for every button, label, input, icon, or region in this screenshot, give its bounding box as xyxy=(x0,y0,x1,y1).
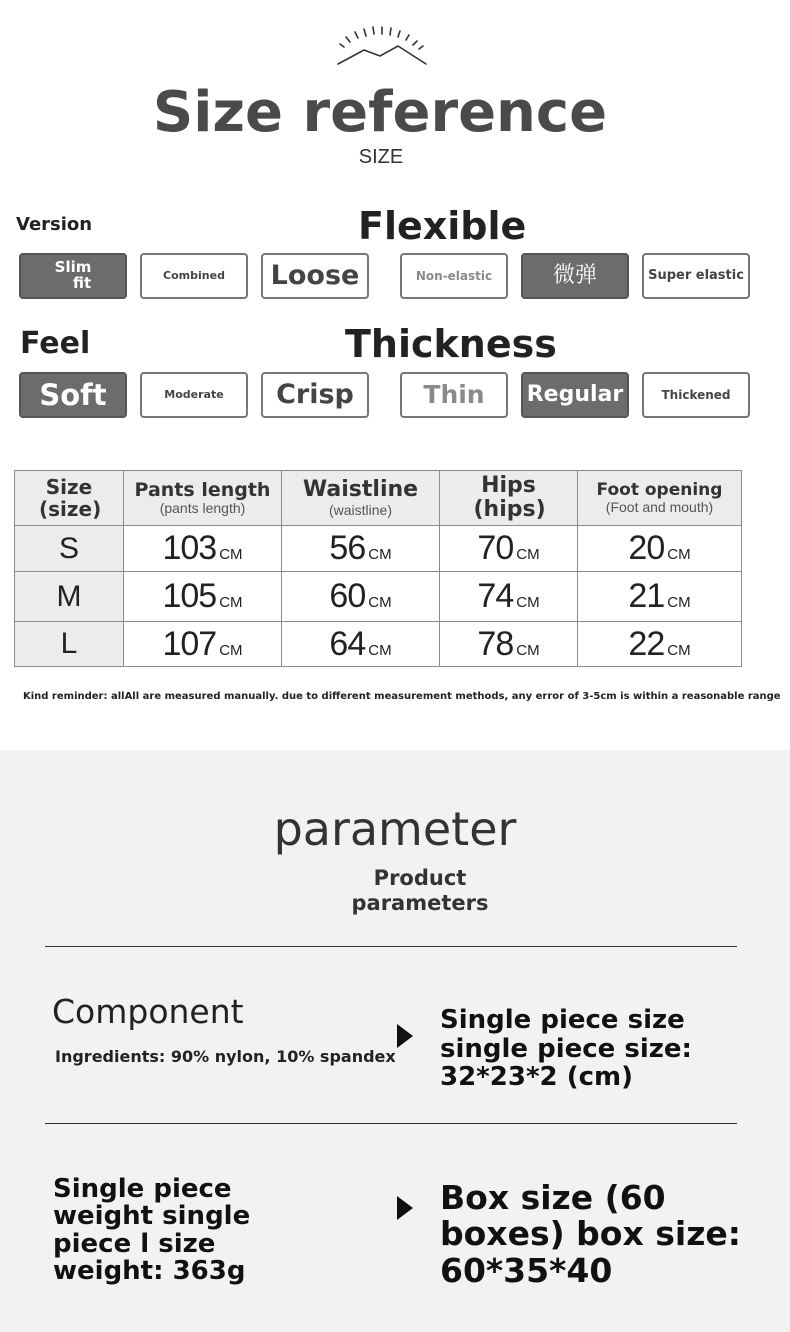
flexible-non-elastic-chip: Non-elastic xyxy=(400,253,508,299)
value-cell: 103 CM xyxy=(124,526,282,572)
version-loose-chip: Loose xyxy=(261,253,369,299)
kind-reminder: Kind reminder: allAll are measured manually. due to different measurement methods, any error of 3-5cm is within a reasonable range xyxy=(23,691,781,702)
version-combined-chip: Combined xyxy=(140,253,248,299)
value-cell: 105 CM xyxy=(124,572,282,622)
header-size: Size (size) xyxy=(15,471,124,526)
divider xyxy=(45,946,737,947)
thickness-thickened-chip: Thickened xyxy=(642,372,750,418)
chip-label-line1: Slim xyxy=(54,258,92,277)
component-label: Component xyxy=(52,992,244,1031)
flexible-super-elastic-chip: Super elastic xyxy=(642,253,750,299)
feel-soft-chip: Soft xyxy=(19,372,127,418)
value-cell: 64 CM xyxy=(282,622,440,667)
divider xyxy=(45,1123,737,1124)
value-cell: 107 CM xyxy=(124,622,282,667)
version-label: Version xyxy=(16,214,93,235)
thickness-regular-chip: Regular xyxy=(521,372,629,418)
arrow-right-icon xyxy=(397,1024,413,1048)
sunrise-icon xyxy=(330,22,430,70)
size-cell: M xyxy=(15,572,124,622)
header-pants-length: Pants length (pants length) xyxy=(124,471,282,526)
flexible-heading: Flexible xyxy=(358,204,527,248)
header-waistline: Waistline (waistline) xyxy=(282,471,440,526)
page-title: Size reference xyxy=(152,80,608,145)
value-cell: 21 CM xyxy=(578,572,742,622)
table-header-row xyxy=(15,471,742,526)
table-row xyxy=(15,526,742,572)
parameter-title: parameter xyxy=(273,802,517,856)
value-cell: 20 CM xyxy=(578,526,742,572)
value-cell: 56 CM xyxy=(282,526,440,572)
flexible-micro-elastic-chip: 微弹 xyxy=(521,253,629,299)
header-hips: Hips (hips) xyxy=(440,471,578,526)
size-cell: S xyxy=(15,526,124,572)
feel-moderate-chip: Moderate xyxy=(140,372,248,418)
value-cell: 60 CM xyxy=(282,572,440,622)
thickness-thin-chip: Thin xyxy=(400,372,508,418)
box-size-text: Box size (60 boxes) box size: 60*35*40 xyxy=(440,1178,741,1290)
ingredients-text: Ingredients: 90% nylon, 10% spandex xyxy=(55,1047,396,1066)
single-piece-size-text: Single piece size single piece size: 32*23*2 (cm) xyxy=(440,1005,692,1093)
value-cell: 74 CM xyxy=(440,572,578,622)
value-cell: 78 CM xyxy=(440,622,578,667)
feel-label: Feel xyxy=(20,326,91,361)
page-subtitle: SIZE xyxy=(358,146,404,168)
version-slim-fit-chip xyxy=(19,253,127,299)
value-cell: 22 CM xyxy=(578,622,742,667)
feel-crisp-chip: Crisp xyxy=(261,372,369,418)
size-table xyxy=(14,470,742,667)
arrow-right-icon xyxy=(397,1196,413,1220)
thickness-heading: Thickness xyxy=(345,322,557,366)
weight-text: Single piece weight single piece l size weight: 363g xyxy=(53,1174,251,1286)
value-cell: 70 CM xyxy=(440,526,578,572)
chip-label-line2: fit xyxy=(72,274,92,292)
parameter-subtitle: Product parameters xyxy=(351,866,489,916)
table-row xyxy=(15,572,742,622)
header-foot-opening: Foot opening (Foot and mouth) xyxy=(578,471,742,526)
table-row xyxy=(15,622,742,667)
size-cell: L xyxy=(15,622,124,667)
